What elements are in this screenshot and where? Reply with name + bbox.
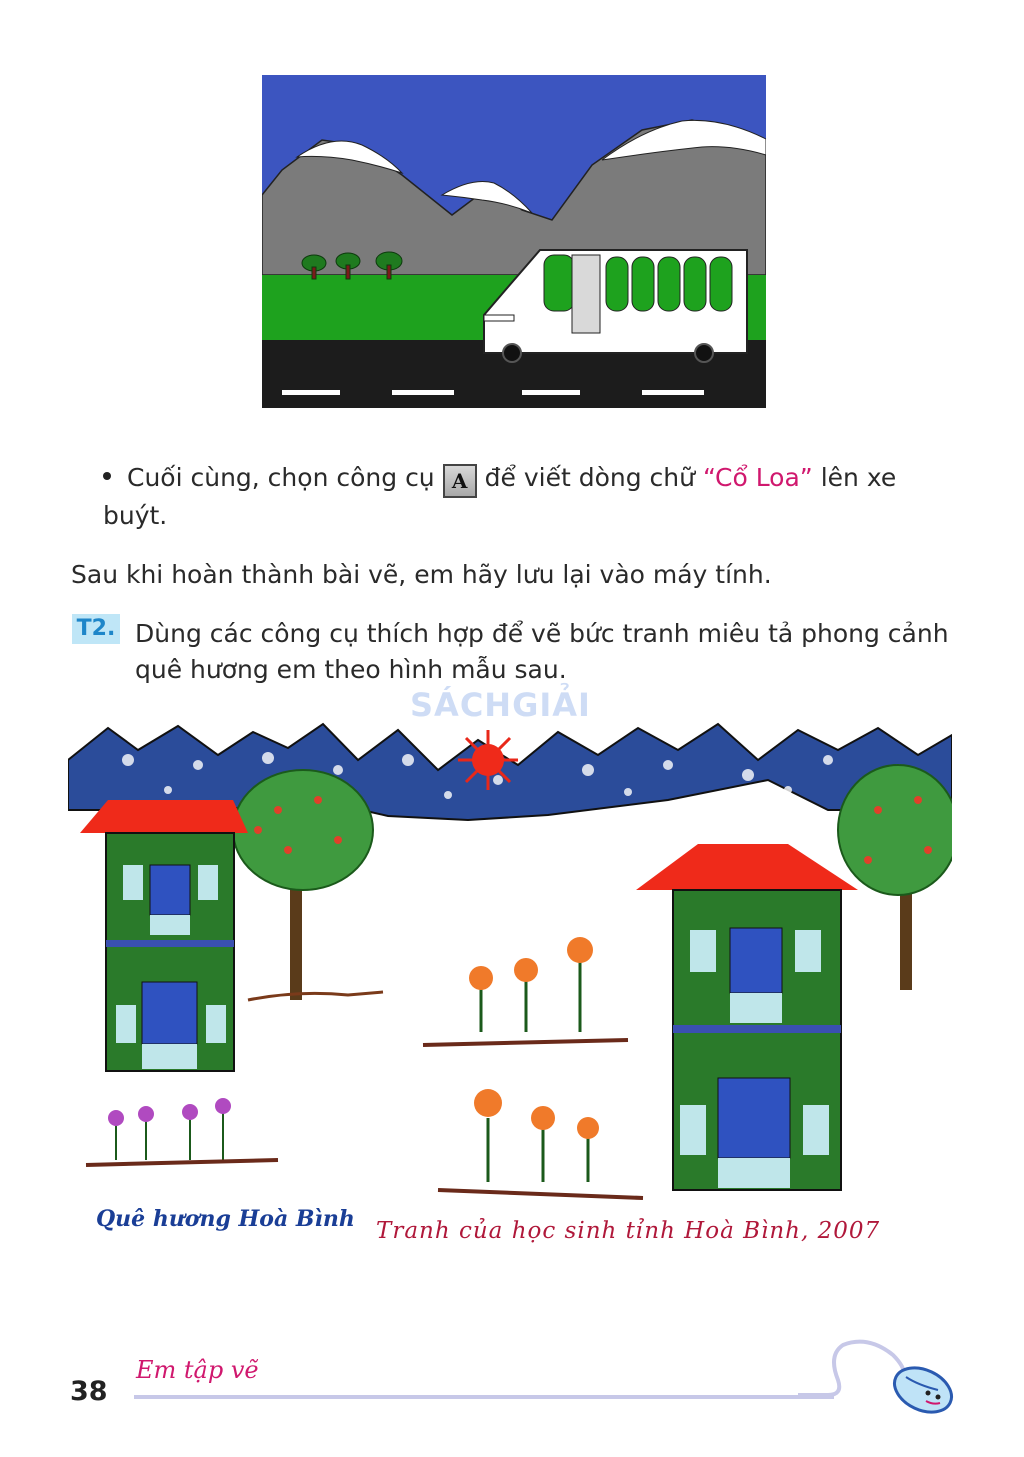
watermark: SÁCHGIẢI xyxy=(410,686,591,724)
bullet-dot xyxy=(103,472,111,480)
page-number: 38 xyxy=(70,1376,108,1407)
chapter-title: Em tập vẽ xyxy=(136,1356,259,1384)
landscape-painting xyxy=(68,720,952,1260)
text-tool-icon: A xyxy=(443,464,477,498)
bullet-paragraph xyxy=(103,460,923,534)
painting-author: Tranh của học sinh tỉnh Hoà Bình, 2007 xyxy=(376,1218,881,1244)
bullet-text-before: Cuối cùng, chọn công cụ xyxy=(127,463,435,492)
bullet-text-middle: để viết dòng chữ xyxy=(484,463,695,492)
exercise-text xyxy=(131,616,971,688)
bullet-text-after: lên xe buýt. xyxy=(103,463,897,530)
mouse-icon xyxy=(798,1335,958,1420)
highlight-co-loa: “Cổ Loa” xyxy=(702,463,813,492)
bus-illustration xyxy=(262,75,766,408)
exercise-line-2: quê hương em theo hình mẫu sau. xyxy=(135,655,567,684)
save-instruction: Sau khi hoàn thành bài vẽ, em hãy lưu lại vào máy tính. xyxy=(71,560,772,589)
footer-rule xyxy=(134,1395,834,1399)
painting-title: Quê hương Hoà Bình xyxy=(96,1206,355,1232)
exercise-badge: T2. xyxy=(72,614,120,644)
exercise-line-1: Dùng các công cụ thích hợp để vẽ bức tranh miêu tả phong cảnh xyxy=(135,619,949,648)
